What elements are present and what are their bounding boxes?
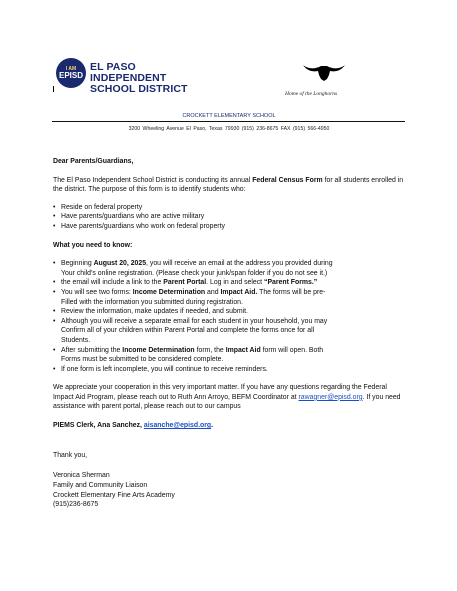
item-continuation: Filled with the information you submitted during registration.: [61, 298, 243, 306]
item-text: form will open. Both: [260, 346, 324, 354]
piems-label: PIEMS Clerk, Ana Sanchez,: [53, 422, 144, 430]
logo-badge-top: I AM: [65, 65, 77, 72]
school-name: CROCKETT ELEMENTARY SCHOOL: [182, 113, 276, 119]
longhorn-icon: [302, 60, 346, 82]
item-bold: Impact Aid: [225, 346, 261, 354]
item-bold: “Parent Forms.”: [264, 279, 318, 287]
instructions-list: [53, 259, 408, 374]
item-continuation: Students.: [61, 336, 91, 344]
item-text: Beginning: [61, 260, 94, 268]
coordinator-email-link[interactable]: rawagner@episd.org: [298, 393, 363, 401]
list-item: [53, 278, 408, 288]
item-text: . Log in and select: [206, 279, 264, 287]
item-text: • Although you will receive a separate email for each student in your household, you may: [61, 317, 328, 325]
item-text: form, the: [194, 346, 226, 354]
home-of-longhorns: Home of the Longhorns: [285, 91, 338, 97]
item-text: After submitting the: [61, 346, 123, 354]
divider-tick: [53, 86, 54, 92]
list-item: [53, 288, 408, 307]
item-continuation: Your child’s online registration. (Please check your junk/span folder if you do not see it.): [61, 269, 328, 277]
appreciation-paragraph: [53, 383, 408, 412]
item-text: the email will include a link to the: [61, 279, 164, 287]
item-text: You will see two forms:: [61, 288, 133, 296]
greeting: Dear Parents/Guardians,: [53, 158, 134, 165]
piems-email-link[interactable]: aisanche@episd.org: [143, 422, 212, 430]
list-item: • Reside on federal property: [53, 203, 408, 213]
list-item: [53, 259, 408, 278]
item-bold: Impact Aid.: [220, 288, 258, 296]
signature-title: Family and Community Liaison: [53, 481, 148, 489]
signature-block: [53, 471, 408, 510]
episd-logo-badge: [56, 58, 86, 88]
item-text: and: [205, 288, 221, 296]
signature-phone: (915)236-8675: [53, 501, 99, 509]
signature-name: Veronica Sherman: [53, 472, 110, 480]
list-item: • If one form is left incomplete, you will continue to receive reminders.: [53, 365, 408, 375]
list-item: [53, 346, 408, 365]
intro-text-1: The El Paso Independent School District is conducting its annual: [53, 176, 253, 184]
item-continuation: Forms must be submitted to be considered complete.: [61, 356, 224, 364]
list-item: • Have parents/guardians who are active military: [53, 212, 408, 222]
item-text: The forms will be pre-: [257, 288, 326, 296]
appreciation-text: We appreciate your cooperation in this very important matter. If you have any questions regarding the Federal Impact Aid Program, please reach out to Ruth Ann Arroyo, BEFM Coordinator at: [53, 384, 387, 401]
item-bold: August 20, 2025: [93, 260, 147, 268]
item-text: , you will receive an email at the address you provided during: [146, 260, 333, 268]
header-rule: [52, 121, 405, 122]
intro-text-2: for all students enrolled in the district. The purpose of this form is to identify students who:: [53, 176, 404, 194]
piems-contact: [53, 421, 408, 431]
item-bold: Income Determination: [132, 288, 206, 296]
need-to-know-heading: What you need to know:: [53, 241, 133, 249]
letter-body: [53, 157, 408, 510]
district-logo: [56, 58, 196, 95]
piems-end: .: [211, 422, 214, 430]
item-continuation: Confirm all of your children within Parent Portal and complete the forms once for all: [61, 327, 315, 335]
logo-badge-main: EPISD: [58, 70, 83, 80]
criteria-list: [53, 203, 408, 232]
item-bold: Income Determination: [122, 346, 195, 354]
intro-bold: Federal Census Form: [252, 176, 323, 184]
appreciation-text-2: . If you need assistance with parent portal, please reach out to our campus: [53, 393, 401, 411]
intro-paragraph: [53, 176, 408, 195]
list-item: • Review the information, make updates if needed, and submit.: [53, 307, 408, 317]
district-name: [90, 62, 196, 95]
list-item: [53, 317, 408, 346]
district-name-line1: EL PASO INDEPENDENT: [90, 61, 167, 84]
district-name-line2: SCHOOL DISTRICT: [90, 83, 188, 95]
item-bold: Parent Portal: [163, 279, 207, 287]
school-address: 3200 Wheeling Avenue El Paso, Texas 79930 (915) 236-8675 FAX (915) 566-4950: [128, 126, 330, 132]
closing: Thank you,: [53, 451, 88, 459]
signature-school: Crockett Elementary Fine Arts Academy: [53, 491, 175, 499]
list-item: • Have parents/guardians who work on federal property: [53, 222, 408, 232]
